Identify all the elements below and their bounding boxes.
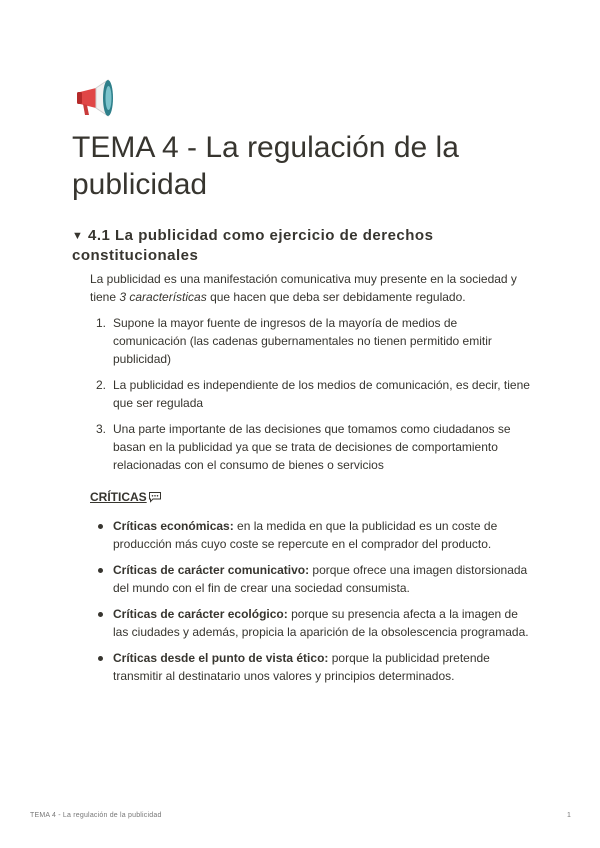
list-item-text: Una parte importante de las decisiones que tomamos como ciudadanos se basan en la publicidad ya que se trata de decisiones de comportamiento relacionadas con el consumo de bienes o servicios	[113, 422, 511, 472]
criticas-label	[90, 488, 530, 508]
critica-title: Críticas económicas:	[113, 519, 234, 533]
triangle-down-icon[interactable]: ▼	[72, 230, 84, 242]
list-item	[90, 561, 530, 597]
critica-title: Críticas de carácter ecológico:	[113, 607, 288, 621]
intro-emphasis: 3 características	[119, 290, 207, 304]
speech-bubble-icon	[148, 490, 162, 508]
megaphone-icon	[74, 78, 118, 120]
list-item	[90, 649, 530, 685]
list-item-text: La publicidad es independiente de los medios de comunicación, es decir, tiene que ser regulada	[113, 378, 530, 410]
critica-title: Críticas de carácter comunicativo:	[113, 563, 310, 577]
critica-text: porque su presencia afecta a la imagen de las ciudades y además, propicia la aparición de la obsolescencia programada.	[113, 607, 529, 639]
toggle-heading[interactable]	[72, 226, 472, 266]
critica-text: porque ofrece una imagen distorsionada del mundo con el fin de crear una sociedad consumista.	[113, 563, 528, 595]
critica-text: porque la publicidad pretende transmitir al destinatario unos valores y principios determinados.	[113, 651, 490, 683]
list-number: 3.	[96, 422, 107, 436]
bullet-icon	[98, 568, 103, 573]
list-item	[90, 314, 530, 368]
critica-text: en la medida en que la publicidad es un coste de producción más cuyo coste se repercute en el comprador del producto.	[113, 519, 498, 551]
criticas-list	[90, 517, 530, 685]
list-number: 2.	[96, 378, 107, 392]
footer-title: TEMA 4 - La regulación de la publicidad	[30, 812, 162, 819]
toggle-heading-label: 4.1 La publicidad como ejercicio de derechos constitucionales	[72, 227, 434, 264]
bullet-icon	[98, 612, 103, 617]
list-item	[90, 605, 530, 641]
toggle-content	[90, 270, 530, 693]
page-title: TEMA 4 - La regulación de la publicidad	[72, 131, 459, 201]
numbered-list	[90, 314, 530, 474]
critica-title: Críticas desde el punto de vista ético:	[113, 651, 329, 665]
list-item-text: Supone la mayor fuente de ingresos de la mayoría de medios de comunicación (las cadenas gubernamentales no tienen permitido emitir publicidad)	[113, 316, 492, 366]
list-item	[90, 420, 530, 474]
list-number: 1.	[96, 316, 107, 330]
page-number: 1	[567, 812, 571, 819]
bullet-icon	[98, 656, 103, 661]
list-item	[90, 517, 530, 553]
criticas-label-text: CRÍTICAS	[90, 490, 147, 504]
intro-paragraph	[90, 270, 530, 306]
list-item	[90, 376, 530, 412]
intro-text: La publicidad es una manifestación comunicativa muy presente en la sociedad y tiene	[90, 272, 517, 304]
bullet-icon	[98, 524, 103, 529]
intro-text-end: que hacen que deba ser debidamente regulado.	[206, 290, 466, 304]
